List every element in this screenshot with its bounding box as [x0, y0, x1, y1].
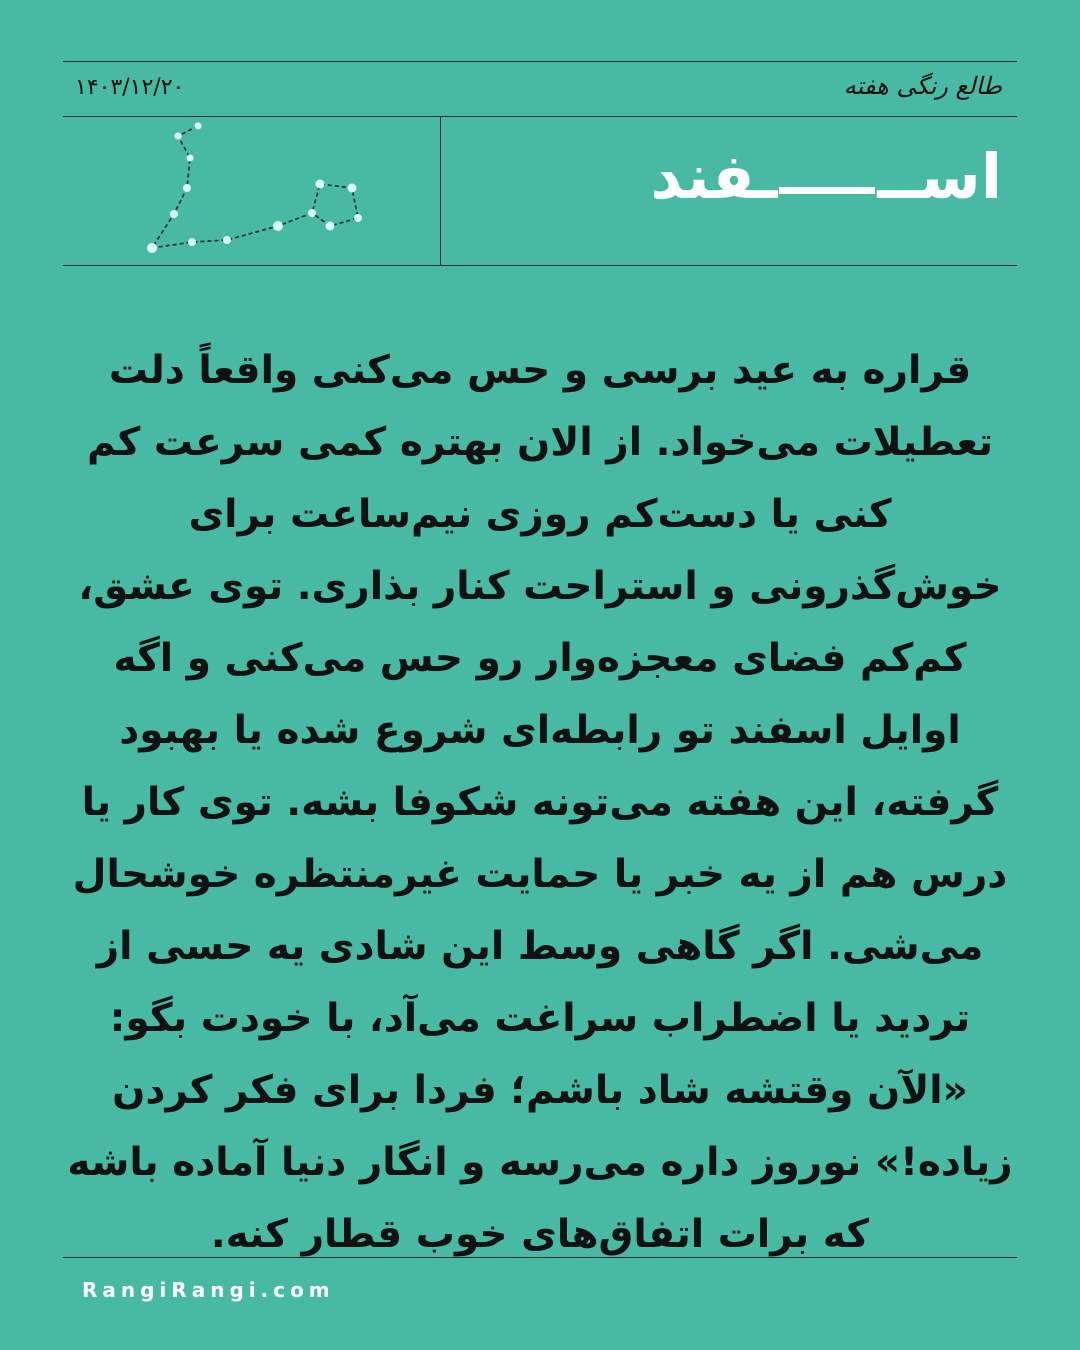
sign-name-part1: اســ [877, 140, 1002, 213]
brand-title: طالع رنگی هفته [843, 72, 1002, 100]
sign-name-kashida [779, 187, 875, 194]
pisces-constellation-icon [130, 118, 390, 263]
website-link[interactable]: RangiRangi.com [82, 1278, 335, 1302]
sign-divider [440, 117, 441, 265]
sign-rule [63, 265, 1017, 266]
sign-name-part2: ـفند [650, 140, 778, 213]
horoscope-text: قراره به عید برسی و حس می‌کنی واقعاً دلت تعطیلات می‌خواد. از الان بهتره کمی سرعت کم کنی یا دست‌کم روزی نیم‌ساعت برای خوش‌گذرونی و استراحت کنار بذاری. توی عشق، کم‌کم فضای معجزه‌وار رو حس می‌کنی و اگه اوایل اسفند تو رابطه‌ای شروع شده یا بهبود گرفته، این هفته می‌تونه شکوفا بشه. توی کار یا درس هم از یه خبر یا حمایت غیرمنتظره خوشحال می‌شی. اگر گاهی وسط این شادی یه حسی از تردید یا اضطراب سراغت می‌آد، با خودت بگو: «الآن وقتشه شاد باشم؛ فردا برای فکر کردن زیاده!» نوروز داره می‌رسه و انگار دنیا آماده باشه که برات اتفاق‌های خوب قطار کنه. [67, 348, 1013, 1257]
header-rule [63, 116, 1017, 117]
issue-date: ۱۴۰۳/۱۲/۲۰ [75, 75, 185, 100]
sign-name [650, 140, 1002, 213]
top-rule [63, 61, 1017, 62]
